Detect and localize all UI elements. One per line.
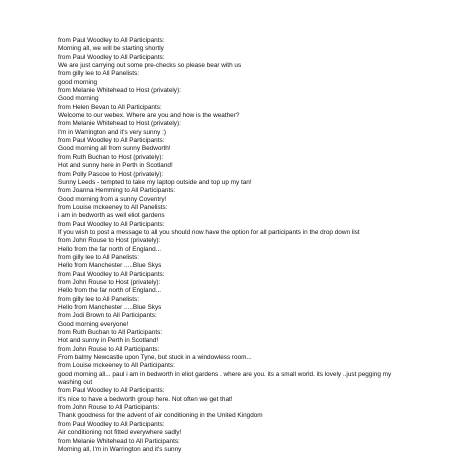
message-sender-line: from Jodi Brown to All Participants: [58,312,157,320]
message-sender-line: from gilly lee to All Panelists: [58,253,139,261]
message-sender-line: from John Rouse to All Participants: [58,404,160,412]
message-text: It's nice to have a bedworth group here. Not often we get that! [58,395,233,403]
message-text: good morning all... paul i am in bedworth in eliot gardens . where are you. its a small world. its lovely ..just pegging my washing out [58,370,392,387]
message-text: Good morning [58,95,99,103]
message-sender-line: from Paul Woodley to All Participants: [58,137,165,145]
message-sender-line: from Polly Pascoe to Host (privately): [58,170,164,178]
message-sender-line: from Ruth Buchan to All Participants: [58,329,163,337]
message-sender-line: from Ruth Buchan to Host (privately): [58,153,164,161]
message-sender-line: from Paul Woodley to All Participants: [58,220,165,228]
message-sender-line: from Helen Bevan to All Participants: [58,103,162,111]
message-text: I'm in Warrington and it's very sunny :) [58,128,167,136]
message-text: From balmy Newcastle upon Tyne, but stuck in a windowless room... [58,354,252,362]
message-sender-line: from Paul Woodley to All Participants: [58,270,165,278]
message-sender-line: from Louise mckeeney to All Panelists: [58,203,168,211]
message-sender-line: from gilly lee to All Panelists: [58,295,139,303]
message-text: Hot and sunny here in Perth in Scotland! [58,162,173,170]
message-sender-line: from Louise mckeeney to All Participants: [58,362,175,370]
chat-transcript [58,37,418,454]
message-sender-line: from Paul Woodley to All Participants: [58,387,165,395]
message-sender-line: from Joanna Hemming to All Participants: [58,187,176,195]
message-sender-line: from Paul Woodley to All Participants: [58,420,165,428]
message-text: Morning all, we will be starting shortly [58,45,164,53]
message-text: Sunny Leeds - tempted to take my laptop outside and top up my tan! [58,178,252,186]
message-text: Hello from the far north of England... [58,245,162,253]
message-text: Air conditioning not fitted everywhere sadly! [58,429,182,437]
message-sender-line: from Melanie Whitehead to All Participants: [58,437,180,445]
message-text: Welcome to our webex. Where are you and how is the weather? [58,112,240,120]
message-text: good morning [58,78,98,86]
message-sender-line: from John Rouse to Host (privately): [58,237,161,245]
message-text: If you wish to post a message to all you should now have the option for all participants in the drop down list [58,228,360,236]
message-sender-line: from gilly lee to All Panelists: [58,70,139,78]
message-text: i am in bedworth as well eliot gardens [58,212,165,220]
message-text: Hello from the far north of England... [58,287,162,295]
message-text: Good morning all from sunny Bedworth! [58,145,171,153]
message-sender-line: from Melanie Whitehead to Host (privately): [58,87,181,95]
message-text: Hot and sunny in Perth in Scotland! [58,337,159,345]
message-sender-line: from Paul Woodley to All Participants: [58,37,165,44]
message-text: Thank goodness for the advent of air conditioning in the United Kingdom [58,412,263,420]
message-text: Morning all, I'm in Warrington and it's sunny [58,445,182,453]
message-text: Good morning from a sunny Coventry! [58,195,167,203]
message-text: Good morning everyone! [58,320,129,328]
message-sender-line: from Paul Woodley to All Participants: [58,53,165,61]
message-sender-line: from Melanie Whitehead to Host (privately): [58,120,181,128]
message-text: We are just carrying out some pre-checks so please bear with us [58,62,242,70]
message-sender-line: from John Rouse to All Participants: [58,345,160,353]
message-sender-line: from John Rouse to Host (privately): [58,278,161,286]
message-text: Hello from Manchester .....Blue Skys [58,262,162,270]
message-text: Hello from Manchester .....Blue Skys [58,304,162,311]
